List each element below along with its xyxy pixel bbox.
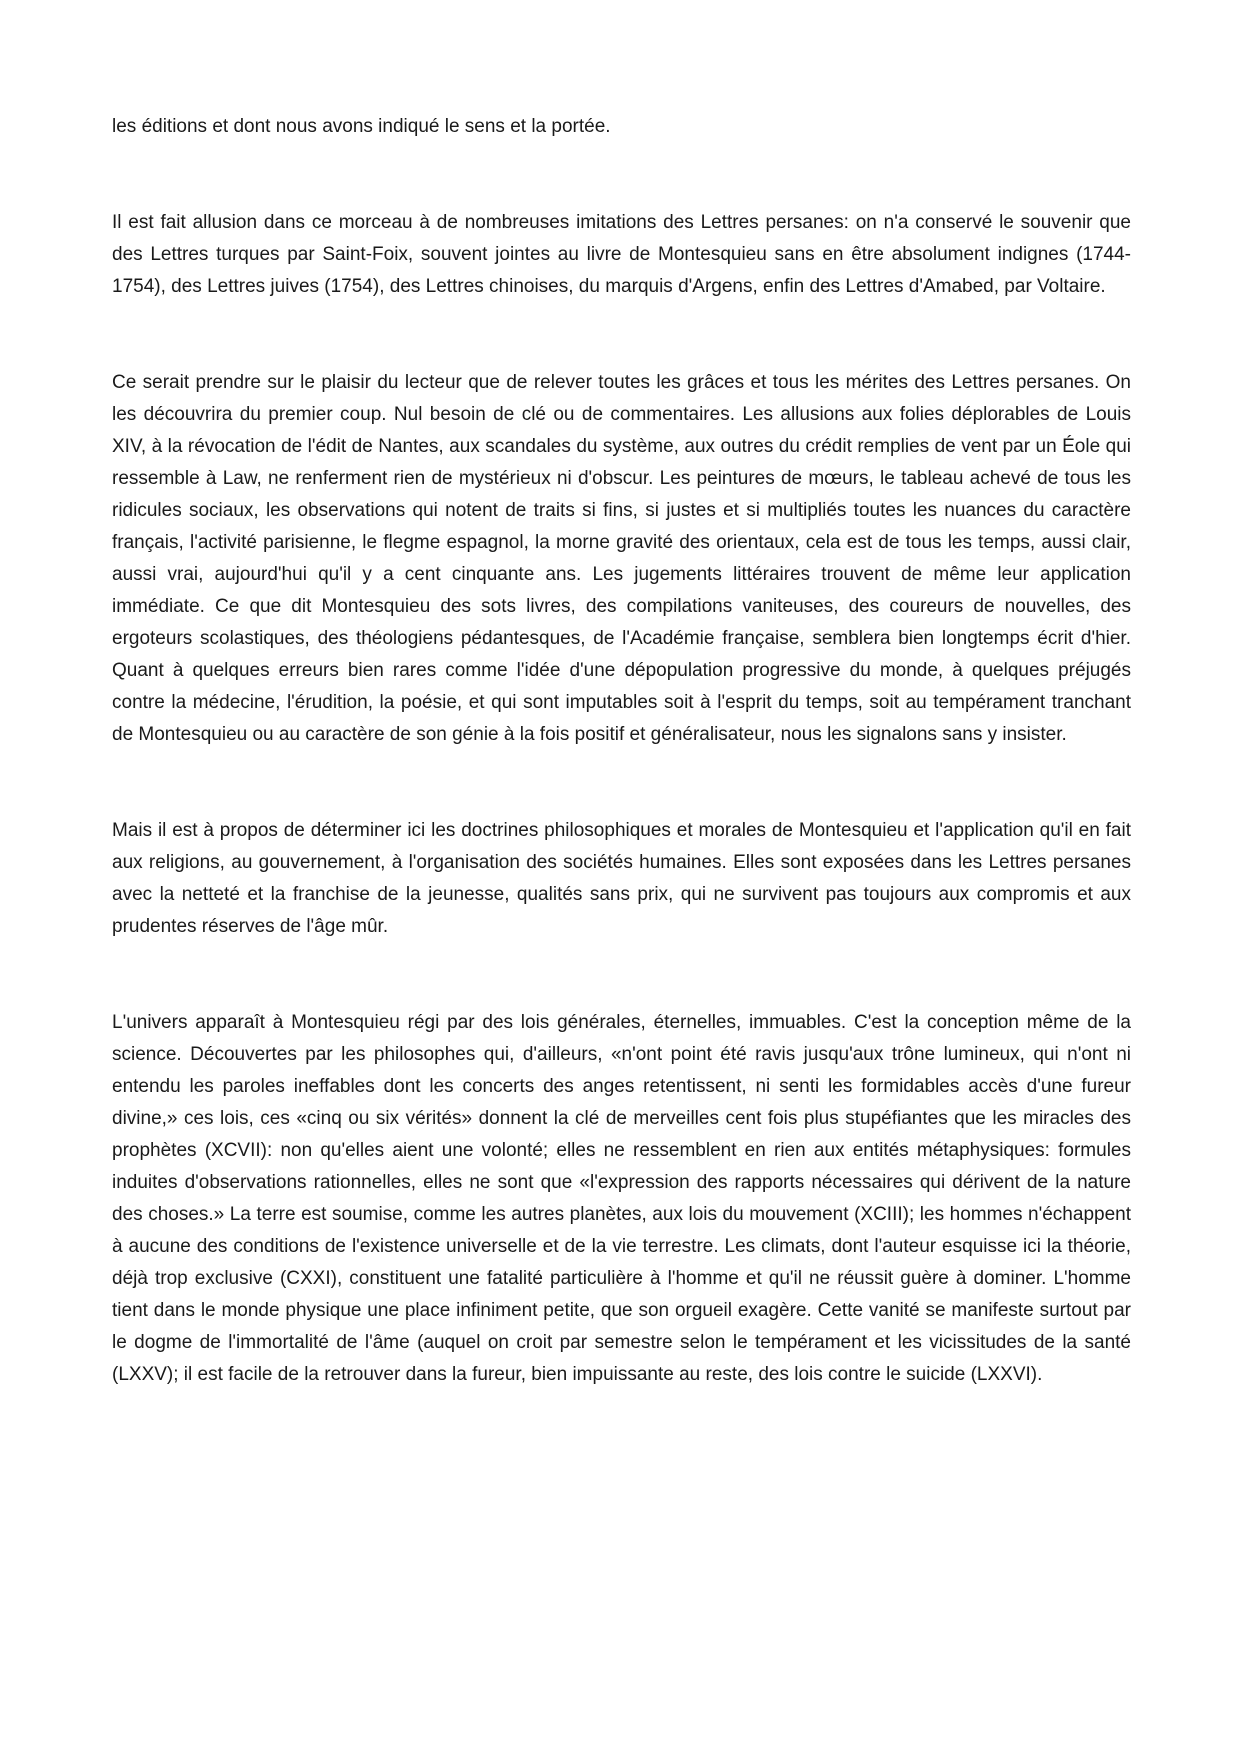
paragraph-continuation: les éditions et dont nous avons indiqué le sens et la portée.: [112, 116, 611, 137]
paragraph-doctrines: Mais il est à propos de déterminer ici les doctrines philosophiques et morales de Montesquieu et l'application qu'il en fait aux religions, au gouvernement, à l'organisation des sociétés humaines. Elles sont exposées dans les Lettres persanes avec la netteté et la franchise de la jeunesse, qualités sans prix, qui ne survivent pas toujours aux compromis et aux prudentes réserves de l'âge mûr.: [112, 820, 1131, 937]
paragraph-imitations: Il est fait allusion dans ce morceau à de nombreuses imitations des Lettres persanes: on n'a conservé le souvenir que des Lettres turques par Saint-Foix, souvent jointes au livre de Montesquieu sans en être absolument indignes (1744-1754), des Lettres juives (1754), des Lettres chinoises, du marquis d'Argens, enfin des Lettres d'Amabed, par Voltaire.: [112, 212, 1131, 297]
paragraph-merits: Ce serait prendre sur le plaisir du lecteur que de relever toutes les grâces et tous les mérites des Lettres persanes. On les découvrira du premier coup. Nul besoin de clé ou de commentaires. Les allusions aux folies déplorables de Louis XIV, à la révocation de l'édit de Nantes, aux scandales du système, aux outres du crédit remplies de vent par un Éole qui ressemble à Law, ne renferment rien de mystérieux ni d'obscur. Les peintures de mœurs, le tableau achevé de tous les ridicules sociaux, les observations qui notent de traits si fins, si justes et si multipliés toutes les nuances du caractère français, l'activité parisienne, le flegme espagnol, la morne gravité des orientaux, cela est de tous les temps, aussi clair, aussi vrai, aujourd'hui qu'il y a cent cinquante ans. Les jugements littéraires trouvent de même leur application immédiate. Ce que dit Montesquieu des sots livres, des compilations vaniteuses, des coureurs de nouvelles, des ergoteurs scolastiques, des théologiens pédantesques, de l'Académie française, semblera bien longtemps écrit d'hier. Quant à quelques erreurs bien rares comme l'idée d'une dépopulation progressive du monde, à quelques préjugés contre la médecine, l'érudition, la poésie, et qui sont imputables soit à l'esprit du temps, soit au tempérament tranchant de Montesquieu ou au caractère de son génie à la fois positif et généralisateur, nous les signalons sans y insister.: [112, 372, 1131, 745]
paragraph-universe: L'univers apparaît à Montesquieu régi par des lois générales, éternelles, immuables. C'est la conception même de la science. Découvertes par les philosophes qui, d'ailleurs, «n'ont point été ravis jusqu'aux trône lumineux, qui n'ont ni entendu les paroles ineffables dont les concerts des anges retentissent, ni senti les formidables accès d'une fureur divine,» ces lois, ces «cinq ou six vérités» donnent la clé de merveilles cent fois plus stupéfiantes que les miracles des prophètes (XCVII): non qu'elles aient une volonté; elles ne ressemblent en rien aux entités métaphysiques: formules induites d'observations rationnelles, elles ne sont que «l'expression des rapports nécessaires qui dérivent de la nature des choses.» La terre est soumise, comme les autres planètes, aux lois du mouvement (XCIII); les hommes n'échappent à aucune des conditions de l'existence universelle et de la vie terrestre. Les climats, dont l'auteur esquisse ici la théorie, déjà trop exclusive (CXXI), constituent une fatalité particulière à l'homme et qu'il ne réussit guère à dominer. L'homme tient dans le monde physique une place infiniment petite, que son orgueil exagère. Cette vanité se manifeste surtout par le dogme de l'immortalité de l'âme (auquel on croit par semestre selon le tempérament et les vicissitudes de la santé (LXXV); il est facile de la retrouver dans la fureur, bien impuissante au reste, des lois contre le suicide (LXXVI).: [112, 1012, 1131, 1385]
document-page: [112, 111, 1131, 1391]
